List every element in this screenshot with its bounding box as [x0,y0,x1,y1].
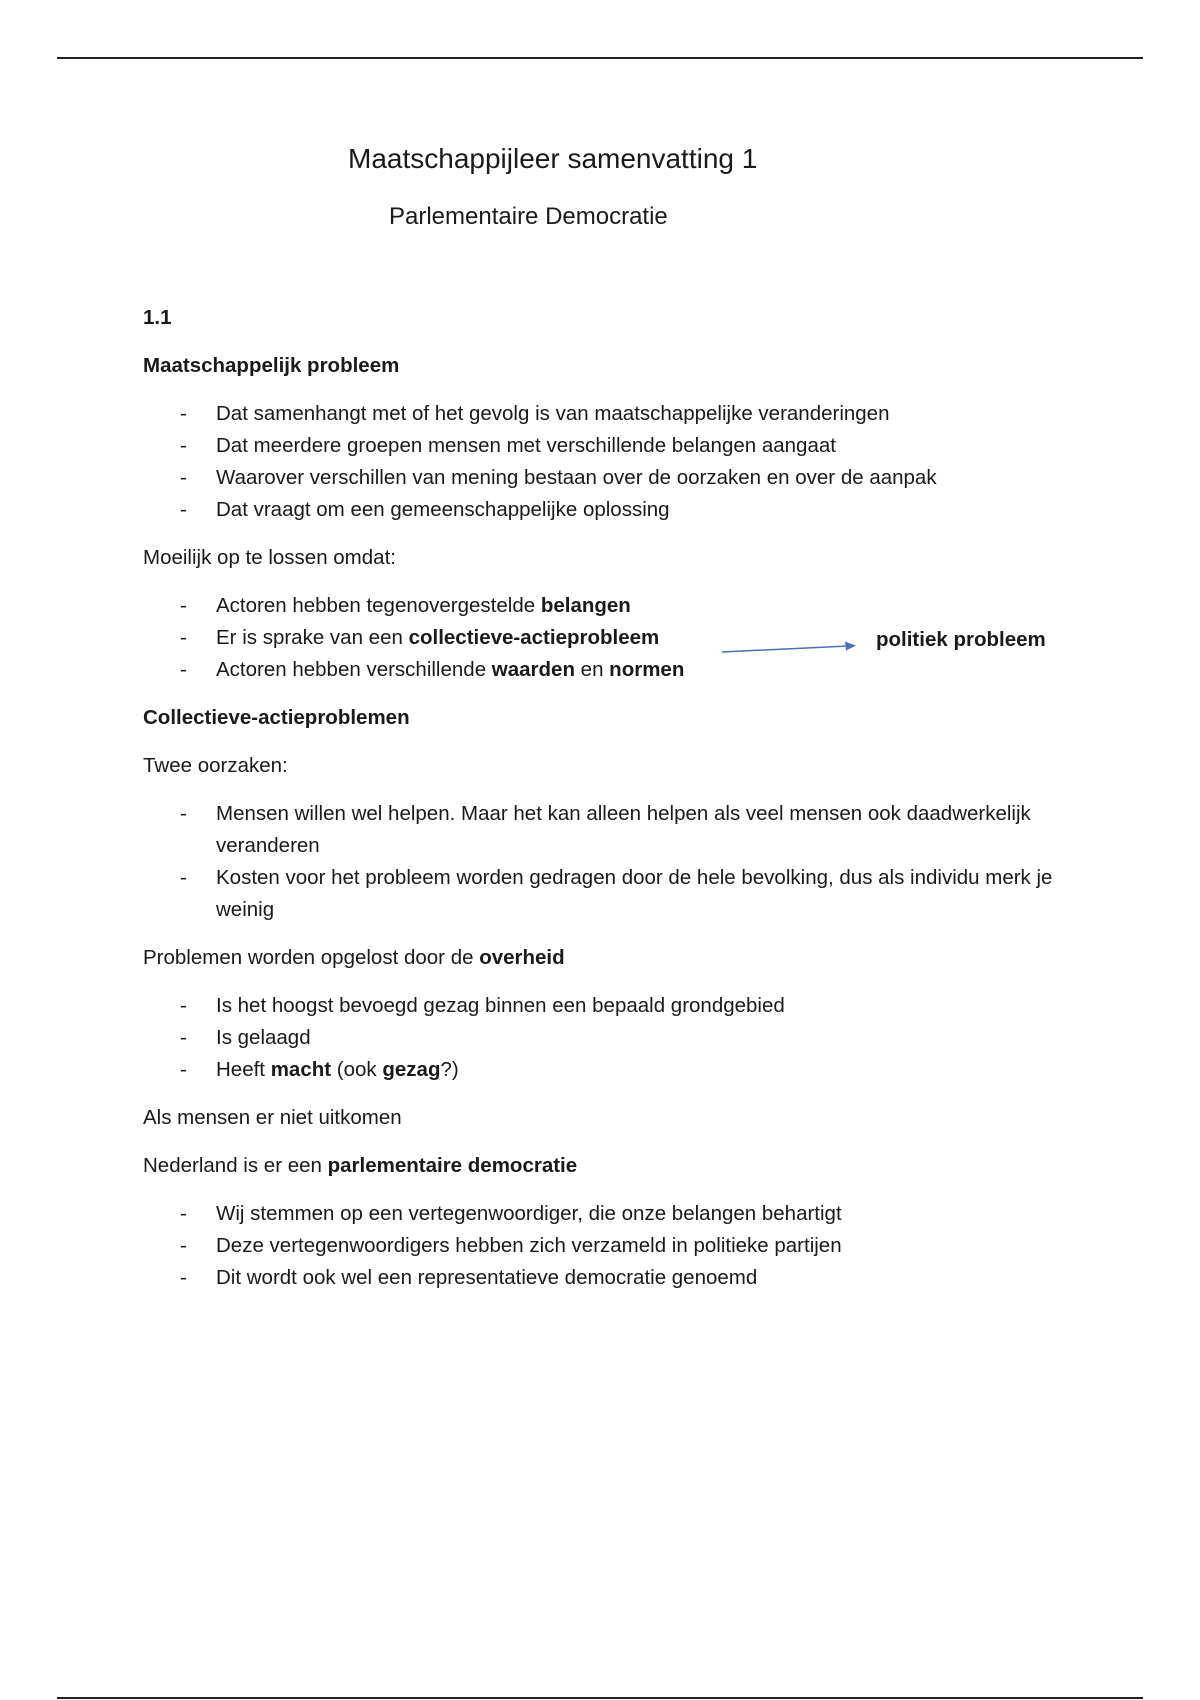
list-item: - Actoren hebben tegenovergestelde belangen [143,590,1073,622]
list-item: - Dat meerdere groepen mensen met verschillende belangen aangaat [143,430,1073,462]
list-item: - Kosten voor het probleem worden gedragen door de hele bevolking, dus als individu merk je weinig [143,862,1073,926]
netherlands-text: Nederland is er een parlementaire democratie [143,1154,578,1177]
list-item: - Deze vertegenwoordigers hebben zich verzameld in politieke partijen [143,1230,1073,1262]
list-item: - Actoren hebben verschillende waarden en normen [143,654,1073,686]
difficult-intro: Moeilijk op te lossen omdat: [143,546,396,569]
problem-list [143,398,1073,526]
arrow-annotation [720,624,1120,664]
democracy-list [143,1198,1073,1294]
list-item: - Is gelaagd [143,1022,1073,1054]
list-item: - Dit wordt ook wel een representatieve democratie genoemd [143,1262,1073,1294]
section-number: 1.1 [143,306,172,329]
causes-list [143,798,1073,926]
overheid-list [143,990,1073,1086]
document-title: Maatschappijleer samenvatting 1 [348,143,758,174]
if-people-text: Als mensen er niet uitkomen [143,1106,402,1129]
list-item: - Is het hoogst bevoegd gezag binnen een bepaald grondgebied [143,990,1073,1022]
solved-by: Problemen worden opgelost door de overheid [143,946,565,969]
list-item: - Dat vraagt om een gemeenschappelijke oplossing [143,494,1073,526]
arrow-icon [720,624,860,664]
footer-rule [57,1697,1143,1699]
document-subtitle: Parlementaire Democratie [389,203,668,230]
list-item: - Dat samenhangt met of het gevolg is van maatschappelijke veranderingen [143,398,1073,430]
document-body [143,302,1073,1310]
list-item: - Heeft macht (ook gezag?) [143,1054,1073,1086]
header-rule [57,57,1143,59]
two-causes-intro: Twee oorzaken: [143,754,288,777]
list-item: - Mensen willen wel helpen. Maar het kan alleen helpen als veel mensen ook daadwerkelijk veranderen [143,798,1073,862]
list-item: - Waarover verschillen van mening bestaan over de oorzaken en over de aanpak [143,462,1073,494]
list-item: - Er is sprake van een collectieve-actieprobleem [143,622,1073,654]
collective-heading: Collectieve-actieproblemen [143,706,410,729]
arrow-target-label: politiek probleem [876,628,1046,651]
section-heading: Maatschappelijk probleem [143,354,400,377]
list-item: - Wij stemmen op een vertegenwoordiger, die onze belangen behartigt [143,1198,1073,1230]
